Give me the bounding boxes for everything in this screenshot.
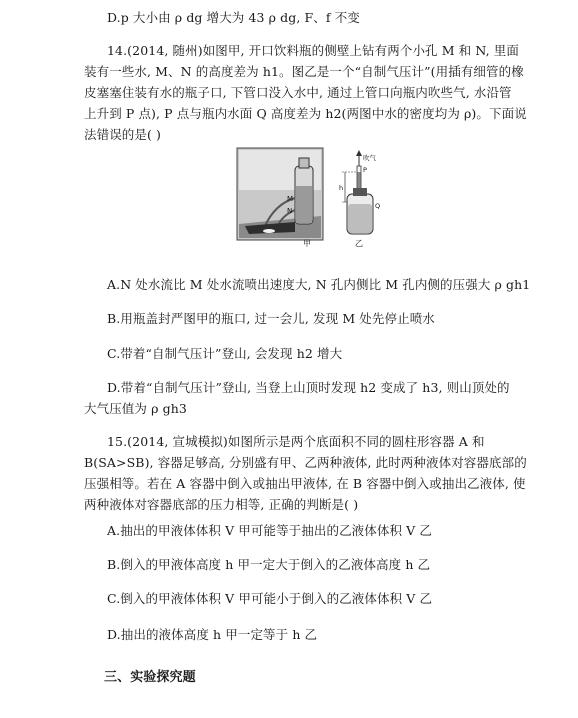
question-text-line: 装有一些水, M、N 的高度差为 h1。图乙是一个“自制气压计”(用插有细管的橡 [84, 64, 524, 79]
option-a: A.N 处水流比 M 处水流喷出速度大, N 孔内侧比 M 孔内侧的压强大 ρ gh1 [107, 277, 531, 292]
question-text-line: 两种液体对容器底部的压力相等, 正确的判断是( ) [84, 497, 359, 512]
question-text-line: 上升到 P 点), P 点与瓶内水面 Q 高度差为 h2(两图中水的密度均为 ρ)。下面说 [84, 106, 527, 121]
option-c: C.倒入的甲液体体积 V 甲可能小于倒入的乙液体体积 V 乙 [107, 591, 433, 606]
label-h: h [339, 184, 344, 192]
question-text-line: B(SA>SB), 容器足够高, 分别盛有甲、乙两种液体, 此时两种液体对容器底部的 [84, 455, 527, 470]
question-text-line: 法错误的是( ) [84, 127, 162, 142]
label-P: P [363, 166, 367, 174]
option-c: C.带着“自制气压计”登山, 会发现 h2 增大 [107, 346, 343, 361]
figure-bottle-and-barometer [235, 146, 383, 248]
label-yi: 乙 [355, 239, 363, 248]
question-text-line: 压强相等。若在 A 容器中倒入或抽出甲液体, 在 B 容器中倒入或抽出乙液体, 使 [84, 476, 526, 491]
question-text-line: 15.(2014, 宣城模拟)如图所示是两个底面积不同的圆柱形容器 A 和 [107, 434, 485, 449]
option-d: D.抽出的液体高度 h 甲一定等于 h 乙 [107, 627, 318, 642]
option-b: B.用瓶盖封严图甲的瓶口, 过一会儿, 发现 M 处先停止喷水 [107, 311, 435, 326]
section-heading: 三、实验探究题 [104, 670, 196, 685]
label-Q: Q [375, 202, 381, 210]
experiment-figure [235, 146, 383, 248]
label-N: N [287, 207, 293, 215]
question-text-line: 14.(2014, 随州)如图甲, 开口饮料瓶的侧壁上钻有两个小孔 M 和 N, 里面 [107, 43, 519, 58]
option-b: B.倒入的甲液体高度 h 甲一定大于倒入的乙液体高度 h 乙 [107, 557, 431, 572]
option-d-continued: 大气压值为 ρ gh3 [84, 401, 187, 416]
label-M: M [287, 195, 294, 203]
label-jia: 甲 [303, 239, 311, 248]
label-blow: 吹气 [363, 154, 376, 162]
option-text: D.p 大小由 ρ dg 增大为 43 ρ dg, F、f 不变 [107, 10, 360, 25]
option-d: D.带着“自制气压计”登山, 当登上山顶时发现 h2 变成了 h3, 则山顶处的 [107, 380, 510, 395]
option-a: A.抽出的甲液体体积 V 甲可能等于抽出的乙液体体积 V 乙 [107, 523, 432, 538]
question-text-line: 皮塞塞住装有水的瓶子口, 下管口没入水中, 通过上管口向瓶内吹些气, 水沿管 [84, 85, 512, 100]
